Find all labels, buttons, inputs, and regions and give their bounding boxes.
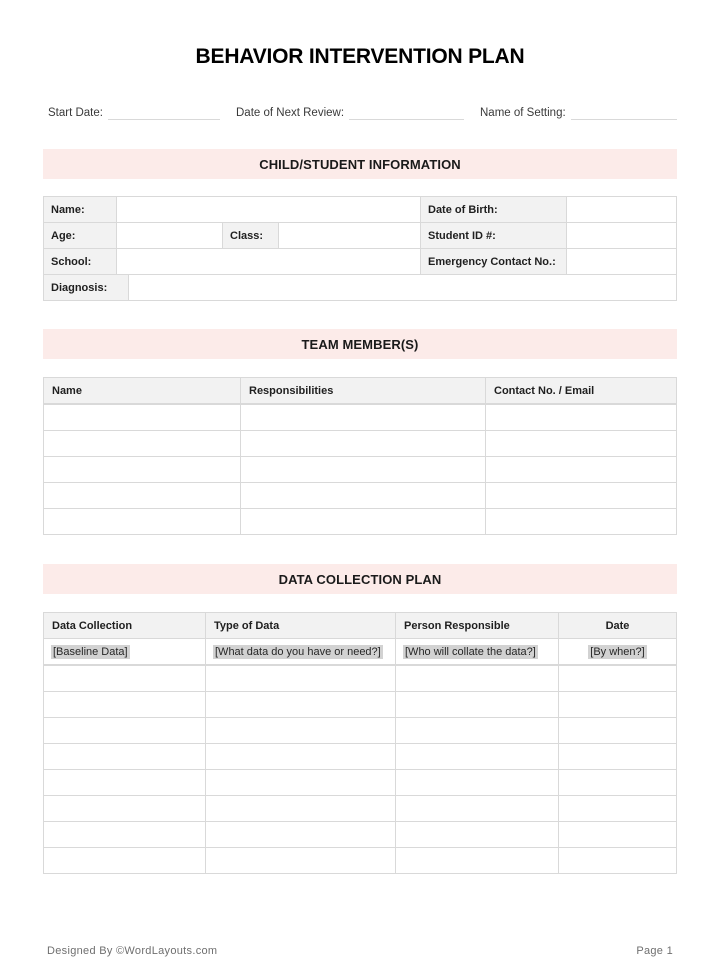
diagnosis-input-cell[interactable] (128, 274, 677, 301)
data-collection-table-body (43, 665, 677, 874)
data-empty-row (43, 769, 677, 796)
team-contact-cell[interactable] (485, 404, 677, 431)
start-date-field (48, 107, 220, 120)
section-banner-student-info (43, 149, 677, 179)
person-responsible-cell[interactable] (395, 821, 559, 848)
data-collection-cell[interactable] (43, 795, 206, 822)
data-collection-cell[interactable] (43, 769, 206, 796)
start-date-input-line[interactable] (108, 107, 220, 120)
team-empty-row (43, 430, 677, 457)
data-empty-row (43, 795, 677, 822)
data-collection-cell[interactable] (43, 847, 206, 874)
type-of-data-placeholder[interactable]: [What data do you have or need?] (215, 645, 381, 658)
data-col-type-of-data: Type of Data (205, 612, 396, 639)
person-responsible-placeholder[interactable]: [Who will collate the data?] (405, 645, 536, 658)
header-date-row (43, 107, 677, 120)
table-row (43, 248, 677, 275)
school-input-cell[interactable] (116, 248, 421, 275)
team-responsibilities-cell[interactable] (240, 456, 486, 483)
person-responsible-cell[interactable] (395, 769, 559, 796)
person-responsible-cell[interactable] (395, 795, 559, 822)
baseline-data-placeholder[interactable]: [Baseline Data] (53, 645, 128, 658)
date-cell[interactable] (558, 769, 677, 796)
date-placeholder[interactable]: [By when?] (590, 645, 645, 658)
name-label: Name: (43, 196, 117, 223)
type-of-data-cell[interactable] (205, 665, 396, 692)
start-date-label: Start Date: (48, 107, 103, 119)
data-collection-cell[interactable] (43, 821, 206, 848)
person-responsible-cell[interactable] (395, 743, 559, 770)
team-empty-row (43, 508, 677, 535)
person-responsible-cell[interactable] (395, 665, 559, 692)
type-of-data-cell[interactable] (205, 743, 396, 770)
class-input-cell[interactable] (278, 222, 421, 249)
table-row (43, 196, 677, 223)
emergency-contact-label: Emergency Contact No.: (420, 248, 567, 275)
team-header-row (43, 377, 677, 404)
name-input-cell[interactable] (116, 196, 421, 223)
team-col-responsibilities: Responsibilities (240, 377, 486, 404)
student-info-section-title: CHILD/STUDENT INFORMATION (259, 156, 461, 172)
footer-page-number: Page 1 (636, 945, 673, 957)
team-empty-row (43, 482, 677, 509)
section-banner-team (43, 329, 677, 359)
document-page (43, 45, 677, 874)
table-row (43, 222, 677, 249)
team-empty-row (43, 404, 677, 431)
data-col-person-responsible: Person Responsible (395, 612, 559, 639)
table-row (43, 274, 677, 301)
next-review-label: Date of Next Review: (236, 107, 345, 119)
date-cell[interactable] (558, 821, 677, 848)
footer-credit: Designed By ©WordLayouts.com (47, 945, 218, 957)
date-cell[interactable] (558, 795, 677, 822)
person-responsible-cell[interactable] (395, 717, 559, 744)
team-contact-cell[interactable] (485, 482, 677, 509)
team-responsibilities-cell[interactable] (240, 404, 486, 431)
data-empty-row (43, 743, 677, 770)
age-label: Age: (43, 222, 117, 249)
setting-field (480, 107, 677, 120)
data-empty-row (43, 821, 677, 848)
baseline-data-placeholder-cell[interactable] (43, 638, 206, 665)
data-empty-row (43, 717, 677, 744)
document-title: BEHAVIOR INTERVENTION PLAN (195, 45, 525, 68)
data-empty-row (43, 847, 677, 874)
team-empty-row (43, 456, 677, 483)
date-cell[interactable] (558, 665, 677, 692)
person-responsible-placeholder-cell[interactable] (395, 638, 559, 665)
data-col-data-collection: Data Collection (43, 612, 206, 639)
date-placeholder-cell[interactable] (558, 638, 677, 665)
data-placeholder-row (43, 638, 677, 665)
team-name-cell[interactable] (43, 404, 241, 431)
team-contact-cell[interactable] (485, 508, 677, 535)
type-of-data-placeholder-cell[interactable] (205, 638, 396, 665)
team-responsibilities-cell[interactable] (240, 430, 486, 457)
team-responsibilities-cell[interactable] (240, 508, 486, 535)
team-col-contact: Contact No. / Email (485, 377, 677, 404)
type-of-data-cell[interactable] (205, 847, 396, 874)
diagnosis-label: Diagnosis: (43, 274, 129, 301)
date-cell[interactable] (558, 743, 677, 770)
team-responsibilities-cell[interactable] (240, 482, 486, 509)
student-id-label: Student ID #: (420, 222, 567, 249)
date-cell[interactable] (558, 717, 677, 744)
data-collection-cell[interactable] (43, 717, 206, 744)
team-section-title: TEAM MEMBER(S) (301, 336, 419, 352)
type-of-data-cell[interactable] (205, 691, 396, 718)
type-of-data-cell[interactable] (205, 769, 396, 796)
dob-input-cell[interactable] (566, 196, 677, 223)
age-input-cell[interactable] (116, 222, 223, 249)
team-name-cell[interactable] (43, 482, 241, 509)
section-banner-data-collection (43, 564, 677, 594)
dob-label: Date of Birth: (420, 196, 567, 223)
data-empty-row (43, 665, 677, 692)
data-collection-header-row (43, 612, 677, 639)
date-cell[interactable] (558, 847, 677, 874)
type-of-data-cell[interactable] (205, 795, 396, 822)
data-col-date: Date (558, 612, 677, 639)
team-table (43, 377, 677, 535)
next-review-field (236, 107, 464, 120)
setting-input-line[interactable] (571, 107, 677, 120)
next-review-input-line[interactable] (349, 107, 464, 120)
person-responsible-cell[interactable] (395, 691, 559, 718)
student-info-table (43, 196, 677, 301)
data-collection-cell[interactable] (43, 743, 206, 770)
school-label: School: (43, 248, 117, 275)
student-id-input-cell[interactable] (566, 222, 677, 249)
type-of-data-cell[interactable] (205, 821, 396, 848)
team-name-cell[interactable] (43, 430, 241, 457)
data-empty-row (43, 691, 677, 718)
data-collection-cell[interactable] (43, 665, 206, 692)
person-responsible-cell[interactable] (395, 847, 559, 874)
date-cell[interactable] (558, 691, 677, 718)
team-name-cell[interactable] (43, 456, 241, 483)
team-table-body (43, 404, 677, 535)
emergency-contact-input-cell[interactable] (566, 248, 677, 275)
data-collection-table (43, 612, 677, 874)
team-name-cell[interactable] (43, 508, 241, 535)
team-contact-cell[interactable] (485, 456, 677, 483)
data-collection-section-title: DATA COLLECTION PLAN (278, 571, 442, 587)
setting-label: Name of Setting: (480, 107, 566, 119)
type-of-data-cell[interactable] (205, 717, 396, 744)
team-contact-cell[interactable] (485, 430, 677, 457)
class-label: Class: (222, 222, 279, 249)
team-col-name: Name (43, 377, 241, 404)
page-footer (47, 945, 673, 957)
data-collection-cell[interactable] (43, 691, 206, 718)
